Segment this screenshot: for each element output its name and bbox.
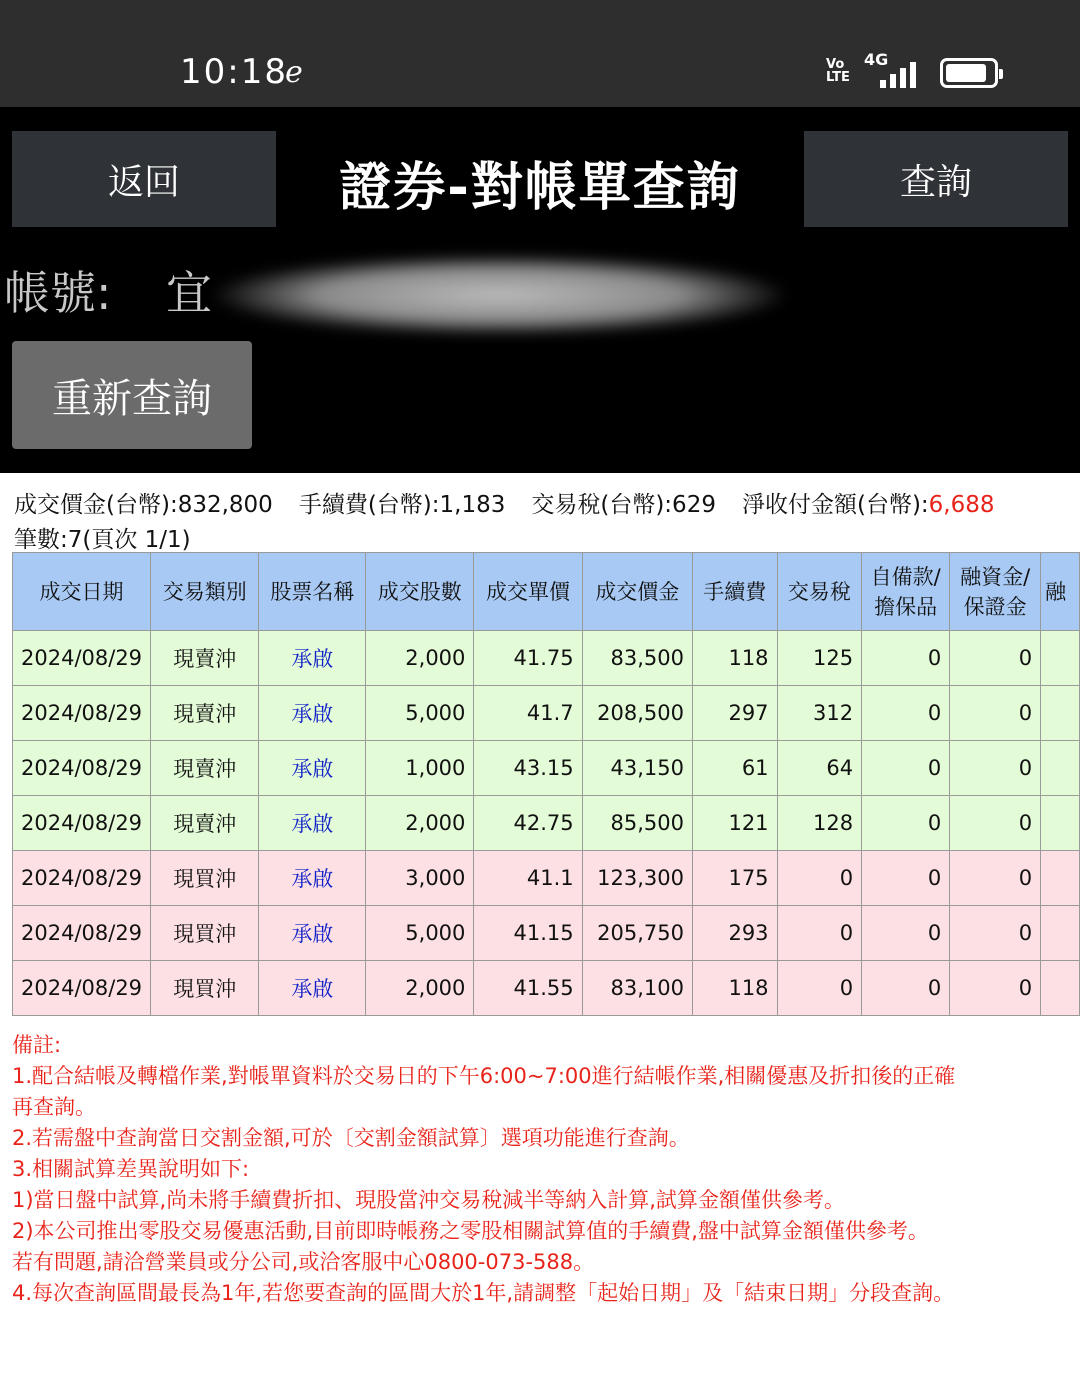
cell-name[interactable]: 承啟 (259, 631, 366, 686)
app-header (0, 107, 1080, 473)
cell-shares: 2,000 (366, 631, 474, 686)
column-header: 成交單價 (474, 553, 582, 631)
summary-fee: 手續費(台幣):1,183 (298, 492, 506, 518)
cell-own: 0 (862, 961, 950, 1016)
cell-overflow (1041, 741, 1080, 796)
back-button[interactable]: 返回 (12, 131, 276, 227)
table-row[interactable] (13, 686, 1080, 741)
note-line: 2.若需盤中查詢當日交割金額,可於〔交割金額試算〕選項功能進行查詢。 (12, 1126, 690, 1150)
note-line: 1)當日盤中試算,尚未將手續費折扣、現股當沖交易稅減半等納入計算,試算金額僅供參考。 (12, 1188, 845, 1212)
cell-own: 0 (862, 686, 950, 741)
cell-date: 2024/08/29 (13, 631, 151, 686)
cell-fee: 61 (693, 741, 778, 796)
cell-type: 現賣沖 (151, 686, 259, 741)
cell-fee: 297 (693, 686, 778, 741)
cell-overflow (1041, 686, 1080, 741)
cell-tax: 312 (777, 686, 862, 741)
volte-icon: Vo LTE (826, 57, 850, 85)
table-header-row (13, 553, 1080, 631)
cell-date: 2024/08/29 (13, 741, 151, 796)
cell-price: 41.1 (474, 851, 582, 906)
cell-shares: 2,000 (366, 796, 474, 851)
cell-margin: 0 (950, 741, 1041, 796)
cell-margin: 0 (950, 796, 1041, 851)
page-title: 證券-對帳單查詢 (339, 158, 741, 218)
statement-table (12, 552, 1080, 1016)
cell-amount: 205,750 (582, 906, 692, 961)
cell-name[interactable]: 承啟 (259, 961, 366, 1016)
column-header: 成交價金 (582, 553, 692, 631)
cell-amount: 83,500 (582, 631, 692, 686)
cell-tax: 0 (777, 906, 862, 961)
cell-name[interactable]: 承啟 (259, 906, 366, 961)
cell-fee: 118 (693, 961, 778, 1016)
column-header: 融 (1041, 553, 1080, 631)
cell-name[interactable]: 承啟 (259, 741, 366, 796)
cell-overflow (1041, 961, 1080, 1016)
cell-price: 41.15 (474, 906, 582, 961)
note-line: 2)本公司推出零股交易優惠活動,目前即時帳務之零股相關試算值的手續費,盤中試算金額僅供參考。 (12, 1219, 929, 1243)
cell-fee: 175 (693, 851, 778, 906)
cell-type: 現買沖 (151, 961, 259, 1016)
cell-amount: 123,300 (582, 851, 692, 906)
cell-shares: 3,000 (366, 851, 474, 906)
note-line: 再查詢。 (12, 1095, 96, 1119)
summary-tax: 交易稅(台幣):629 (531, 492, 716, 518)
cell-margin: 0 (950, 961, 1041, 1016)
cell-shares: 1,000 (366, 741, 474, 796)
record-count: 筆數:7(頁次 1/1) (14, 527, 191, 553)
cell-own: 0 (862, 796, 950, 851)
cell-price: 41.55 (474, 961, 582, 1016)
cell-shares: 2,000 (366, 961, 474, 1016)
summary-amount: 成交價金(台幣):832,800 (14, 492, 273, 518)
cell-fee: 293 (693, 906, 778, 961)
summary-net-value: 6,688 (928, 492, 995, 518)
table-row[interactable] (13, 906, 1080, 961)
cell-fee: 118 (693, 631, 778, 686)
cell-price: 41.75 (474, 631, 582, 686)
network-type: 4G (864, 50, 889, 69)
cell-type: 現賣沖 (151, 796, 259, 851)
status-time: 10:18 (180, 52, 288, 92)
cell-overflow (1041, 796, 1080, 851)
cell-amount: 85,500 (582, 796, 692, 851)
cell-type: 現買沖 (151, 906, 259, 961)
note-line: 3.相關試算差異說明如下: (12, 1157, 250, 1181)
cell-fee: 121 (693, 796, 778, 851)
cell-shares: 5,000 (366, 906, 474, 961)
cell-amount: 83,100 (582, 961, 692, 1016)
cell-date: 2024/08/29 (13, 796, 151, 851)
cell-type: 現賣沖 (151, 631, 259, 686)
cell-name[interactable]: 承啟 (259, 686, 366, 741)
cell-tax: 125 (777, 631, 862, 686)
cell-own: 0 (862, 741, 950, 796)
e-icon: ℯ (285, 55, 303, 90)
cell-type: 現賣沖 (151, 741, 259, 796)
cell-price: 42.75 (474, 796, 582, 851)
column-header: 交易稅 (777, 553, 862, 631)
column-header: 成交日期 (13, 553, 151, 631)
cell-margin: 0 (950, 686, 1041, 741)
cell-overflow (1041, 631, 1080, 686)
column-header: 成交股數 (366, 553, 474, 631)
cell-amount: 208,500 (582, 686, 692, 741)
query-button[interactable]: 查詢 (804, 131, 1068, 227)
cell-shares: 5,000 (366, 686, 474, 741)
cell-own: 0 (862, 906, 950, 961)
notes-section (12, 1030, 1080, 1309)
signal-icon (880, 58, 924, 88)
cell-name[interactable]: 承啟 (259, 851, 366, 906)
table-row[interactable] (13, 961, 1080, 1016)
cell-date: 2024/08/29 (13, 851, 151, 906)
note-line: 1.配合結帳及轉檔作業,對帳單資料於交易日的下午6:00~7:00進行結帳作業,相關優惠及折扣後的正確 (12, 1064, 956, 1088)
summary-net-label: 淨收付金額(台幣): (741, 492, 929, 518)
cell-tax: 64 (777, 741, 862, 796)
note-line: 4.每次查詢區間最長為1年,若您要查詢的區間大於1年,請調整「起始日期」及「結束日期」分段查詢。 (12, 1281, 955, 1305)
table-row[interactable] (13, 631, 1080, 686)
account-redaction (214, 255, 784, 335)
column-header: 融資金/ 保證金 (950, 553, 1041, 631)
column-header: 手續費 (693, 553, 778, 631)
column-header: 自備款/ 擔保品 (862, 553, 950, 631)
column-header: 交易類別 (151, 553, 259, 631)
cell-date: 2024/08/29 (13, 906, 151, 961)
cell-date: 2024/08/29 (13, 961, 151, 1016)
note-line: 備註: (12, 1033, 62, 1057)
cell-own: 0 (862, 631, 950, 686)
cell-tax: 0 (777, 961, 862, 1016)
cell-overflow (1041, 906, 1080, 961)
note-line: 若有問題,請洽營業員或分公司,或洽客服中心0800-073-588。 (12, 1250, 595, 1274)
cell-margin: 0 (950, 851, 1041, 906)
cell-price: 43.15 (474, 741, 582, 796)
column-header: 股票名稱 (259, 553, 366, 631)
cell-tax: 0 (777, 851, 862, 906)
cell-overflow (1041, 851, 1080, 906)
cell-price: 41.7 (474, 686, 582, 741)
cell-date: 2024/08/29 (13, 686, 151, 741)
summary-line (14, 486, 1021, 519)
table-row[interactable] (13, 741, 1080, 796)
cell-margin: 0 (950, 631, 1041, 686)
battery-icon (940, 58, 998, 88)
account-value: 宜 (166, 266, 212, 320)
cell-margin: 0 (950, 906, 1041, 961)
status-bar (0, 0, 1080, 107)
cell-amount: 43,150 (582, 741, 692, 796)
cell-name[interactable]: 承啟 (259, 796, 366, 851)
table-row[interactable] (13, 851, 1080, 906)
requery-button[interactable]: 重新查詢 (12, 341, 252, 449)
account-label: 帳號: (4, 266, 112, 320)
table-row[interactable] (13, 796, 1080, 851)
cell-tax: 128 (777, 796, 862, 851)
cell-type: 現買沖 (151, 851, 259, 906)
cell-own: 0 (862, 851, 950, 906)
